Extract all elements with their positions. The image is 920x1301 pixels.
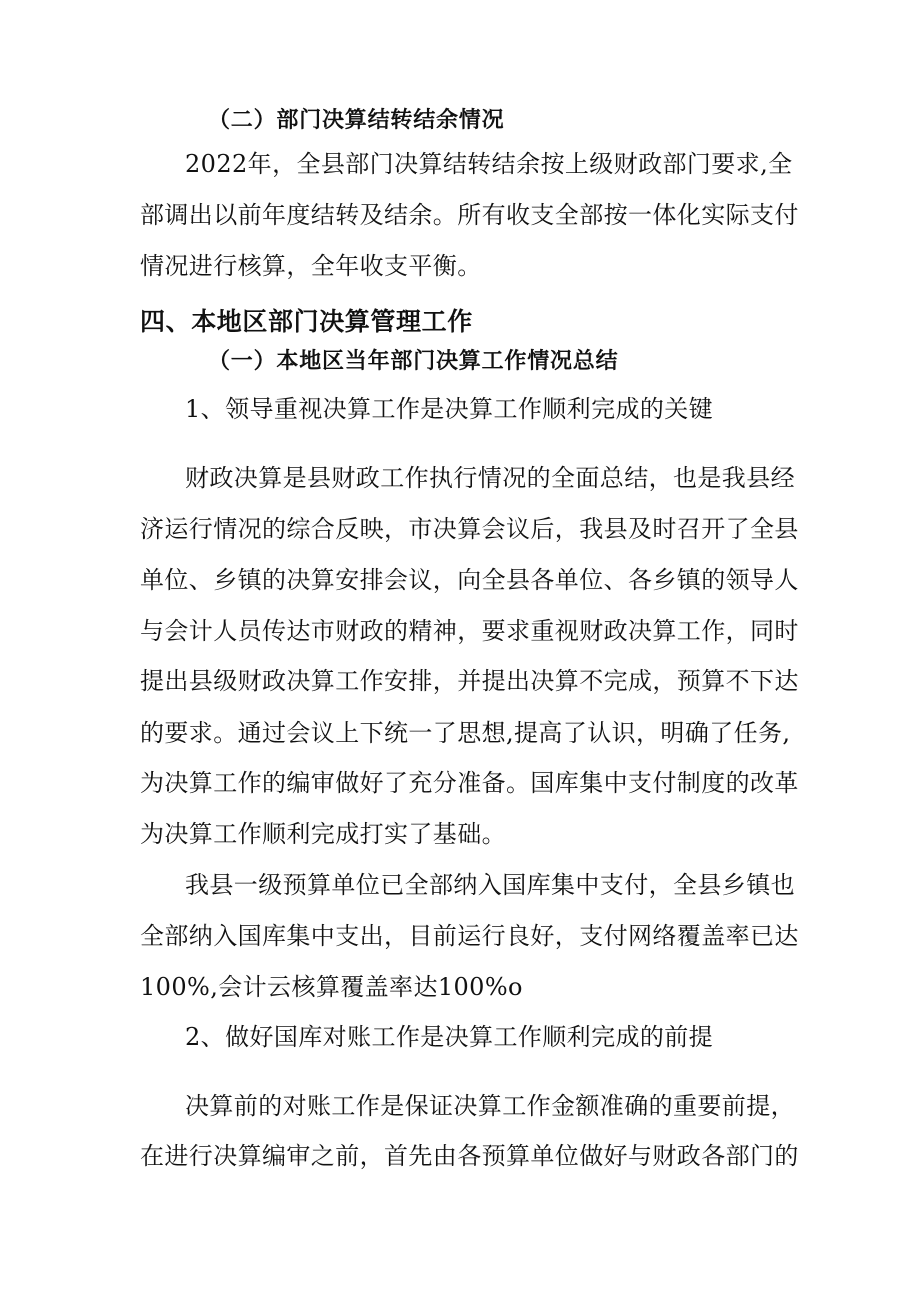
paragraph-2-line-2: 济运行情况的综合反映，市决算会议后，我县及时召开了全县	[140, 515, 799, 543]
item-heading-2: 2、做好国库对账工作是决算工作顺利完成的前提	[185, 1023, 714, 1051]
section-heading-4-1: （一）本地区当年部门决算工作情况总结	[208, 349, 619, 374]
paragraph-1-line-2: 部调出以前年度结转及结余。所有收支全部按一体化实际支付	[140, 201, 799, 229]
paragraph-2-line-8: 为决算工作顺利完成打实了基础。	[140, 820, 506, 848]
paragraph-2-line-5: 提出县级财政决算工作安排，并提出决算不完成，预算不下达	[140, 667, 799, 695]
section-heading-2: （二）部门决算结转结余情况	[208, 108, 505, 133]
item-heading-1: 1、领导重视决算工作是决算工作顺利完成的关键	[185, 395, 714, 423]
chapter-heading-4: 四、本地区部门决算管理工作	[140, 307, 473, 336]
paragraph-1-line-1: 2022年，全县部门决算结转结余按上级财政部门要求,全	[185, 150, 793, 178]
paragraph-1-line-3: 情况进行核算，全年收支平衡。	[140, 252, 482, 280]
paragraph-4-line-1: 决算前的对账工作是保证决算工作金额准确的重要前提，	[185, 1092, 795, 1120]
paragraph-2-line-7: 为决算工作的编审做好了充分准备。国库集中支付制度的改革	[140, 769, 799, 797]
paragraph-2-line-1: 财政决算是县财政工作执行情况的全面总结，也是我县经	[185, 464, 795, 492]
paragraph-3-line-3: 100%,会计云核算覆盖率达100%o	[140, 973, 523, 1001]
paragraph-3-line-1: 我县一级预算单位已全部纳入国库集中支付，全县乡镇也	[185, 871, 795, 899]
paragraph-2-line-6: 的要求。通过会议上下统一了思想,提高了认识，明确了任务,	[140, 719, 791, 747]
paragraph-3-line-2: 全部纳入国库集中支出，目前运行良好，支付网络覆盖率已达	[140, 922, 799, 950]
paragraph-2-line-3: 单位、乡镇的决算安排会议，向全县各单位、各乡镇的领导人	[140, 566, 799, 594]
paragraph-4-line-2: 在进行决算编审之前，首先由各预算单位做好与财政各部门的	[140, 1142, 799, 1170]
paragraph-2-line-4: 与会计人员传达市财政的精神，要求重视财政决算工作，同时	[140, 617, 799, 645]
